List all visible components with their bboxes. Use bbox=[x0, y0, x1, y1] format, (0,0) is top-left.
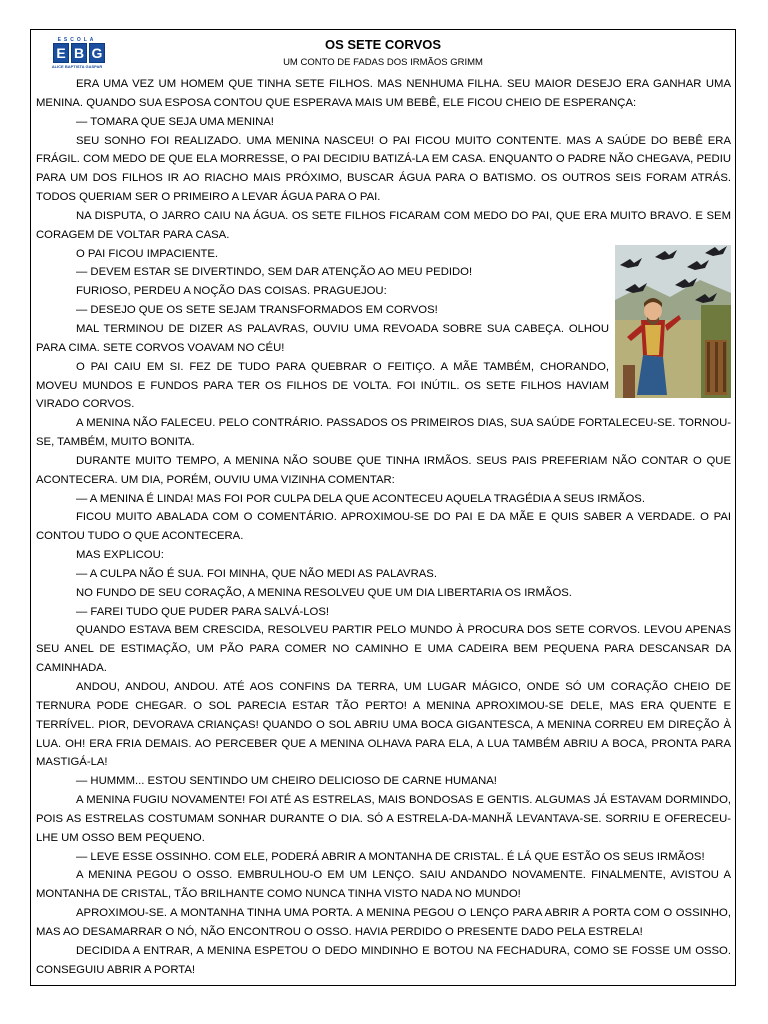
page-title: OS SETE CORVOS bbox=[324, 37, 442, 52]
paragraph: MAL TERMINOU DE DIZER AS PALAVRAS, OUVIU UMA REVOADA SOBRE SUA CABEÇA. OLHOU PARA CIMA. SETE CORVOS VOAVAM NO CÉU! bbox=[36, 322, 609, 354]
paragraph: NA DISPUTA, O JARRO CAIU NA ÁGUA. OS SETE FILHOS FICARAM COM MEDO DO PAI, QUE ERA MUITO BRAVO. E SEM CORAGEM DE VOLTAR PARA CASA. bbox=[36, 209, 731, 241]
paragraph: — A MENINA É LINDA! MAS FOI POR CULPA DELA QUE ACONTECEU AQUELA TRAGÉDIA A SEUS IRMÃOS. bbox=[76, 492, 645, 505]
logo-letter-b: B bbox=[71, 43, 87, 63]
logo-top-text: ESCOLA bbox=[57, 37, 97, 43]
paragraph: O PAI FICOU IMPACIENTE. bbox=[76, 247, 219, 260]
story-text bbox=[36, 75, 731, 980]
paragraph: ERA UMA VEZ UM HOMEM QUE TINHA SETE FILHOS. MAS NENHUMA FILHA. SEU MAIOR DESEJO ERA GANHAR UMA MENINA. QUANDO SUA ESPOSA CONTOU QUE ESPERAVA MAIS UM BEBÊ, ELE FICOU CHEIO DE ESPERANÇA: bbox=[36, 78, 731, 109]
paragraph: NO FUNDO DE SEU CORAÇÃO, A MENINA RESOLVEU QUE UM DIA LIBERTARIA OS IRMÃOS. bbox=[76, 586, 572, 599]
paragraph: FICOU MUITO ABALADA COM O COMENTÁRIO. APROXIMOU-SE DO PAI E DA MÃE E QUIS SABER A VERDADE. O PAI CONTOU TUDO O QUE ACONTECERA. bbox=[36, 511, 731, 543]
logo-letter-e: E bbox=[53, 43, 69, 63]
paragraph: APROXIMOU-SE. A MONTANHA TINHA UMA PORTA. A MENINA PEGOU O LENÇO PARA ABRIR A PORTA COM O OSSINHO, MAS AO DESAMARRAR O NÓ, NÃO ENCONTROU O OSSO. HAVIA PERDIDO O PRESENTE DADO PELA ESTRELA! bbox=[36, 907, 731, 938]
paragraph: — DEVEM ESTAR SE DIVERTINDO, SEM DAR ATENÇÃO AO MEU PEDIDO! bbox=[76, 266, 473, 279]
paragraph: QUANDO ESTAVA BEM CRESCIDA, RESOLVEU PARTIR PELO MUNDO À PROCURA DOS SETE CORVOS. LEVOU APENAS SEU ANEL DE ESTIMAÇÃO, UM PÃO PARA COMER NO CAMINHO E UMA CADEIRA BEM PEQUENA PARA DESCANSAR DA CAMINHADA. bbox=[36, 624, 731, 675]
paragraph: MAS EXPLICOU: bbox=[76, 549, 164, 562]
document-page bbox=[30, 29, 736, 986]
paragraph: SEU SONHO FOI REALIZADO. UMA MENINA NASCEU! O PAI FICOU MUITO CONTENTE. MAS A SAÚDE DO BEBÊ ERA FRÁGIL. COM MEDO DE QUE ELA MORRESSE, O PAI DECIDIU BATIZÁ-LA EM CASA. ENQUANTO O PADRE NÃO CHEGAVA, PEDIU PARA UM DOS FILHOS IR AO RIACHO MAIS PRÓXIMO, BUSCAR ÁGUA PARA O BATISMO. OS OUTROS SEIS FORAM ATRÁS. TODOS QUERIAM SER O PRIMEIRO A LEVAR ÁGUA PARA O PAI. bbox=[36, 134, 731, 204]
paragraph: — FAREI TUDO QUE PUDER PARA SALVÁ-LOS! bbox=[76, 605, 329, 618]
page-subtitle: UM CONTO DE FADAS DOS IRMÃOS GRIMM bbox=[283, 57, 483, 68]
paragraph: O PAI CAIU EM SI. FEZ DE TUDO PARA QUEBRAR O FEITIÇO. A MÃE TAMBÉM, CHORANDO, MOVEU MUNDOS E FUNDOS PARA TER OS FILHOS DE VOLTA. FOI INÚTIL. OS SETE FILHOS HAVIAM VIRADO CORVOS. bbox=[36, 360, 609, 411]
paragraph: — A CULPA NÃO É SUA. FOI MINHA, QUE NÃO MEDI AS PALAVRAS. bbox=[76, 567, 437, 580]
paragraph: — HUMMM... ESTOU SENTINDO UM CHEIRO DELICIOSO DE CARNE HUMANA! bbox=[76, 775, 497, 788]
paragraph: A MENINA NÃO FALECEU. PELO CONTRÁRIO. PASSADOS OS PRIMEIROS DIAS, SUA SAÚDE FORTALECEU-SE. TORNOU-SE, TAMBÉM, MUITO BONITA. bbox=[36, 417, 731, 449]
paragraph: — TOMARA QUE SEJA UMA MENINA! bbox=[76, 115, 274, 128]
paragraph: ANDOU, ANDOU, ANDOU. ATÉ AOS CONFINS DA TERRA, UM LUGAR MÁGICO, ONDE SÓ UM CORAÇÃO CHEIO DE TERNURA PODE CHEGAR. O SOL PARECIA ESTAR TÃO PERTO! A MENINA APROXIMOU-SE DELE, MAS ERA QUENTE E TERRÍVEL. PIOR, DEVORAVA CRIANÇAS! QUANDO O SOL ABRIU UMA BOCA GIGANTESCA, A MENINA CORREU EM DIREÇÃO À LUA. OH! ERA FRIA DEMAIS. AO PERCEBER QUE A MENINA OLHAVA PARA ELA, A LUA TAMBÉM ABRIU A BOCA, PRONTA PARA MASTIGÁ-LA! bbox=[36, 681, 731, 769]
logo-sub-text: ALICE BAPTISTA GASPAR bbox=[51, 64, 103, 69]
paragraph: A MENINA PEGOU O OSSO. EMBRULHOU-O EM UM LENÇO. SAIU ANDANDO NOVAMENTE. FINALMENTE, AVISTOU A MONTANHA DE CRISTAL, TÃO BRILHANTE COMO NUNCA TINHA VISTO NADA NO MUNDO! bbox=[36, 869, 731, 901]
paragraph: DECIDIDA A ENTRAR, A MENINA ESPETOU O DEDO MINDINHO E BOTOU NA FECHADURA, COMO SE FOSSE UM OSSO. CONSEGUIU ABRIR A PORTA! bbox=[36, 944, 731, 976]
paragraph: DURANTE MUITO TEMPO, A MENINA NÃO SOUBE QUE TINHA IRMÃOS. SEUS PAIS PREFERIAM NÃO CONTAR O QUE ACONTECERA. UM DIA, PORÉM, OUVIU UMA VIZINHA COMENTAR: bbox=[36, 454, 731, 486]
father-with-crows-illustration bbox=[615, 245, 731, 398]
paragraph: FURIOSO, PERDEU A NOÇÃO DAS COISAS. PRAGUEJOU: bbox=[76, 285, 387, 298]
paragraph: A MENINA FUGIU NOVAMENTE! FOI ATÉ AS ESTRELAS, MAIS BONDOSAS E GENTIS. ALGUMAS JÁ ESTAVAM DORMINDO, POIS AS ESTRELAS COSTUMAM SONHAR DURANTE O DIA. SÓ A ESTRELA-DA-MANHÃ LEVANTAVA-SE. SORRIU E OFERECEU-LHE UM OSSO BEM PEQUENO. bbox=[36, 794, 731, 844]
paragraph: — LEVE ESSE OSSINHO. COM ELE, PODERÁ ABRIR A MONTANHA DE CRISTAL. É LÁ QUE ESTÃO OS SEUS IRMÃOS! bbox=[76, 850, 705, 863]
paragraph: — DESEJO QUE OS SETE SEJAM TRANSFORMADOS EM CORVOS! bbox=[76, 304, 438, 317]
logo-letter-g: G bbox=[89, 43, 105, 63]
